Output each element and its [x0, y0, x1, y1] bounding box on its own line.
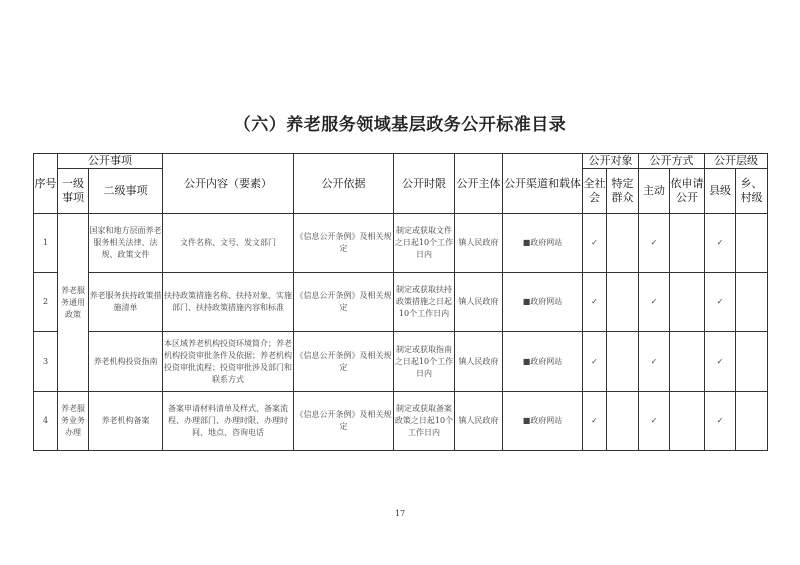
cell-method-request [670, 273, 705, 332]
header-target-all: 全社会 [583, 169, 607, 214]
cell-time-limit: 制定或获取文件之日起10个工作日内 [394, 214, 455, 273]
cell-target-specific [607, 273, 639, 332]
cell-target-all: ✓ [583, 214, 607, 273]
cell-level1: 养老服务通用政策 [58, 214, 89, 392]
cell-level-county: ✓ [705, 273, 736, 332]
table-row [34, 392, 768, 451]
cell-target-specific [607, 214, 639, 273]
cell-basis: 《信息公开条例》及相关规定 [294, 332, 394, 392]
cell-content: 备案申请材料清单及样式、备案流程、办理部门、办理时限、办理时间、地点、咨询电话 [163, 392, 294, 451]
cell-channel: ■政府网站 [503, 214, 583, 273]
cell-level2: 养老机构投资指南 [89, 332, 163, 392]
cell-level-county: ✓ [705, 332, 736, 392]
cell-level1: 养老服务业务办理 [58, 392, 89, 451]
cell-method-active: ✓ [639, 214, 670, 273]
cell-time-limit: 制定或获取指南之日起10个工作日内 [394, 332, 455, 392]
cell-level2: 养老服务扶持政策措施清单 [89, 273, 163, 332]
cell-time-limit: 制定或获取扶持政策措施之日起10个工作日内 [394, 273, 455, 332]
cell-level-county: ✓ [705, 392, 736, 451]
header-items: 公开事项 [58, 154, 163, 169]
header-time-limit: 公开时限 [394, 154, 455, 214]
cell-method-active: ✓ [639, 273, 670, 332]
header-seq: 序号 [34, 154, 58, 214]
cell-seq: 4 [34, 392, 58, 451]
cell-basis: 《信息公开条例》及相关规定 [294, 392, 394, 451]
cell-seq: 3 [34, 332, 58, 392]
header-target: 公开对象 [583, 154, 639, 169]
header-method-request: 依申请公开 [670, 169, 705, 214]
cell-target-specific [607, 332, 639, 392]
header-level1: 一级事项 [58, 169, 89, 214]
cell-content: 文件名称、文号、发文部门 [163, 214, 294, 273]
cell-level2: 国家和地方层面养老服务相关法律、法规、政策文件 [89, 214, 163, 273]
cell-level-township [736, 332, 768, 392]
cell-method-active: ✓ [639, 332, 670, 392]
cell-method-request [670, 214, 705, 273]
cell-subject: 镇人民政府 [455, 273, 503, 332]
cell-target-all: ✓ [583, 273, 607, 332]
page-title: （六）养老服务领域基层政务公开标准目录 [233, 115, 567, 135]
cell-seq: 1 [34, 214, 58, 273]
table-row [34, 332, 768, 392]
cell-subject: 镇人民政府 [455, 332, 503, 392]
header-content: 公开内容（要素） [163, 154, 294, 214]
cell-content: 本区域养老机构投资环境简介；养老机构投资审批条件及依据；养老机构投资审批流程；投资审批涉及部门和联系方式 [163, 332, 294, 392]
cell-basis: 《信息公开条例》及相关规定 [294, 273, 394, 332]
cell-channel: ■政府网站 [503, 273, 583, 332]
cell-time-limit: 制定或获取备案政策之日起10个工作日内 [394, 392, 455, 451]
cell-level-county: ✓ [705, 214, 736, 273]
cell-method-request [670, 392, 705, 451]
cell-method-active: ✓ [639, 392, 670, 451]
cell-level-township [736, 392, 768, 451]
cell-target-all: ✓ [583, 332, 607, 392]
cell-target-all: ✓ [583, 392, 607, 451]
header-method: 公开方式 [639, 154, 705, 169]
cell-content: 扶持政策措施名称、扶持对象、实施部门、扶持政策措施内容和标准 [163, 273, 294, 332]
table-row [34, 214, 768, 273]
cell-seq: 2 [34, 273, 58, 332]
header-method-active: 主动 [639, 169, 670, 214]
header-level-township: 乡、村级 [736, 169, 768, 214]
cell-method-request [670, 332, 705, 392]
table-row [34, 273, 768, 332]
cell-level-township [736, 214, 768, 273]
header-channel: 公开渠道和载体 [503, 154, 583, 214]
header-target-specific: 特定群众 [607, 169, 639, 214]
header-level-county: 县级 [705, 169, 736, 214]
header-basis: 公开依据 [294, 154, 394, 214]
cell-channel: ■政府网站 [503, 332, 583, 392]
directory-table [33, 153, 768, 451]
page-number: 17 [394, 509, 406, 518]
cell-basis: 《信息公开条例》及相关规定 [294, 214, 394, 273]
header-level: 公开层级 [705, 154, 768, 169]
cell-target-specific [607, 392, 639, 451]
header-subject: 公开主体 [455, 154, 503, 214]
cell-channel: ■政府网站 [503, 392, 583, 451]
cell-level2: 养老机构备案 [89, 392, 163, 451]
header-level2: 二级事项 [89, 169, 163, 214]
cell-subject: 镇人民政府 [455, 392, 503, 451]
cell-level-township [736, 273, 768, 332]
cell-subject: 镇人民政府 [455, 214, 503, 273]
